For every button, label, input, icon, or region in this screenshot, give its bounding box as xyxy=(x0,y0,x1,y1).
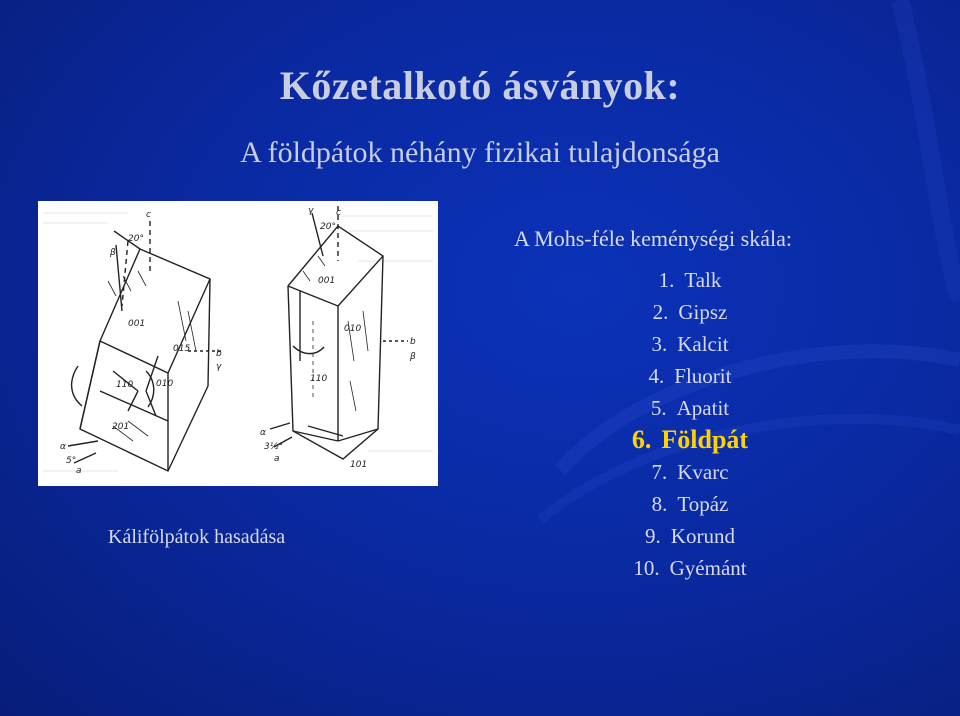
mohs-scale-item: 8. Topáz xyxy=(651,492,729,516)
mohs-scale-item: 7. Kvarc xyxy=(651,460,729,484)
left-label-angle20: 20° xyxy=(128,234,144,244)
right-label-110: 110 xyxy=(310,374,328,384)
left-label-201: 201 xyxy=(112,422,130,432)
left-crystal-drawing xyxy=(68,221,223,471)
mohs-scale-item: 4. Fluorit xyxy=(648,364,732,388)
right-label-a: a xyxy=(274,454,280,464)
slide-title: Kőzetalkotó ásványok: xyxy=(279,63,681,108)
left-label-010: 010 xyxy=(156,379,174,389)
left-label-a: a xyxy=(76,466,82,476)
mohs-scale-item: 9. Korund xyxy=(645,524,735,548)
left-label-beta: β xyxy=(110,248,116,258)
mohs-scale-item: 1. Talk xyxy=(658,268,722,292)
mohs-scale-item: 10. Gyémánt xyxy=(633,556,747,580)
mohs-scale-item: 5. Apatit xyxy=(650,396,730,420)
left-label-5deg: 5° xyxy=(66,456,77,466)
right-label-3-5deg: 3½° xyxy=(264,442,283,452)
right-label-010: 010 xyxy=(344,324,362,334)
left-label-015: 015 xyxy=(173,344,191,354)
right-crystal-drawing xyxy=(270,206,408,459)
right-label-c: c xyxy=(336,208,341,218)
right-label-beta: β xyxy=(410,352,416,362)
feldspar-cleavage-figure xyxy=(38,201,438,486)
left-label-gamma: γ xyxy=(216,362,222,372)
slide-subtitle: A földpátok néhány fizikai tulajdonsága xyxy=(240,136,720,169)
right-label-101: 101 xyxy=(350,460,368,470)
right-label-angle20: 20° xyxy=(320,222,336,232)
right-label-b: b xyxy=(410,337,416,347)
figure-caption: Kálifölpátok hasadása xyxy=(108,526,286,548)
left-label-alpha: α xyxy=(60,442,66,452)
right-label-alpha: α xyxy=(260,428,266,438)
mohs-scale-item: 3. Kalcit xyxy=(651,332,729,356)
right-label-gamma: γ xyxy=(308,206,314,216)
left-label-110: 110 xyxy=(116,380,134,390)
left-label-c: c xyxy=(146,210,151,220)
mohs-scale-item: 2. Gipsz xyxy=(652,300,728,324)
mohs-scale-item-highlighted: 6. Földpát xyxy=(631,425,749,454)
left-label-001: 001 xyxy=(128,319,146,329)
left-label-b: b xyxy=(216,349,222,359)
mohs-scale-title: A Mohs-féle keménységi skála: xyxy=(514,226,792,251)
mohs-scale-list xyxy=(600,264,780,584)
right-label-001: 001 xyxy=(318,276,336,286)
